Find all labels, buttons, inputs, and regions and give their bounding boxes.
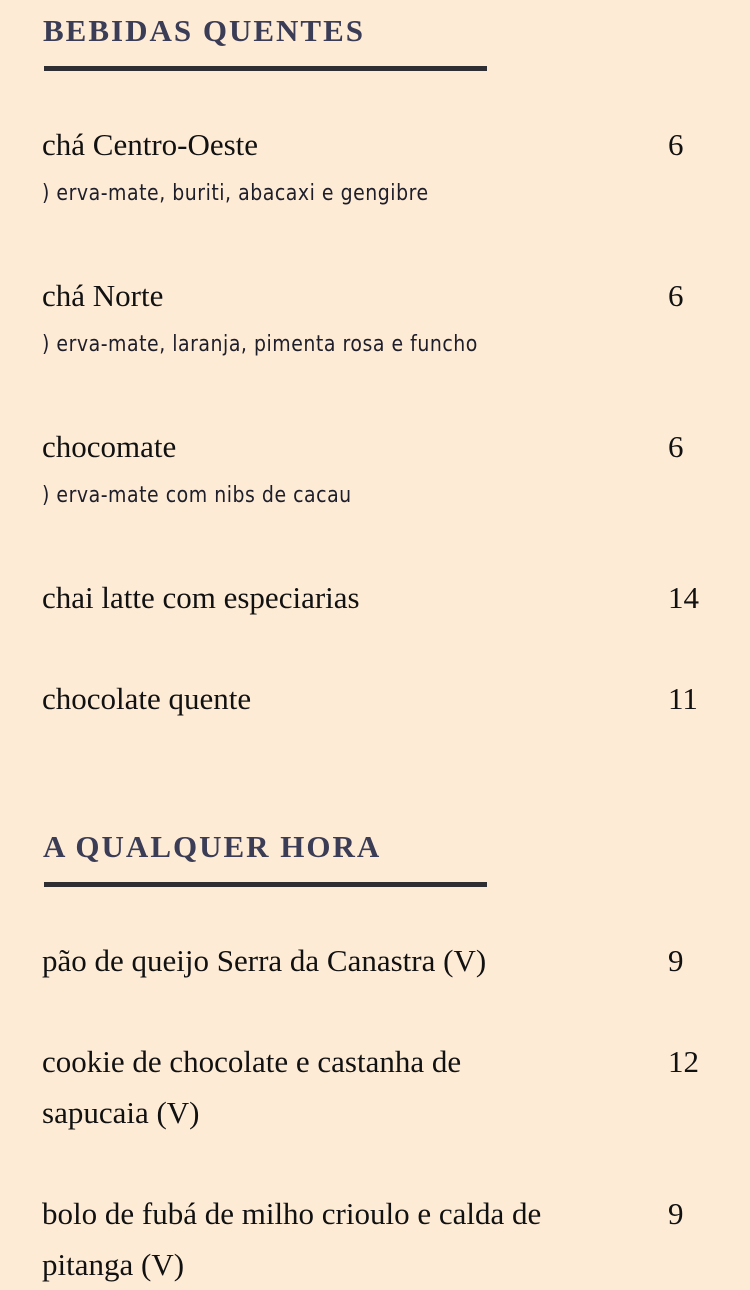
- menu-item-description: ) erva-mate, buriti, abacaxi e gengibre: [42, 181, 429, 206]
- menu-item-price: 11: [668, 681, 698, 716]
- menu-item-name: chocomate: [42, 429, 177, 464]
- menu-item-description: ) erva-mate, laranja, pimenta rosa e funcho: [42, 332, 478, 357]
- menu-item-name: chai latte com especiarias: [42, 580, 360, 615]
- menu-item-price: 9: [668, 1196, 684, 1231]
- menu-item-name: cookie de chocolate e castanha de sapucaia (V): [42, 1044, 462, 1130]
- menu-item-price: 6: [668, 127, 684, 162]
- menu-item-name: bolo de fubá de milho crioulo e calda de pitanga (V): [42, 1196, 542, 1282]
- menu-item-price: 12: [668, 1044, 699, 1079]
- section-divider: [44, 882, 487, 887]
- menu-item-price: 6: [668, 429, 684, 464]
- menu-item-price: 14: [668, 580, 699, 615]
- menu-item-description: ) erva-mate com nibs de cacau: [42, 483, 352, 508]
- menu-item-price: 9: [668, 943, 684, 978]
- menu-item-price: 6: [668, 278, 684, 313]
- menu-item-name: chá Norte: [42, 278, 164, 313]
- section-title: BEBIDAS QUENTES: [43, 13, 366, 48]
- menu-item-name: pão de queijo Serra da Canastra (V): [42, 943, 487, 978]
- section-divider: [44, 66, 487, 71]
- menu-item-name: chocolate quente: [42, 681, 252, 716]
- menu-item-name: chá Centro-Oeste: [42, 127, 259, 162]
- section-title: A QUALQUER HORA: [43, 829, 382, 864]
